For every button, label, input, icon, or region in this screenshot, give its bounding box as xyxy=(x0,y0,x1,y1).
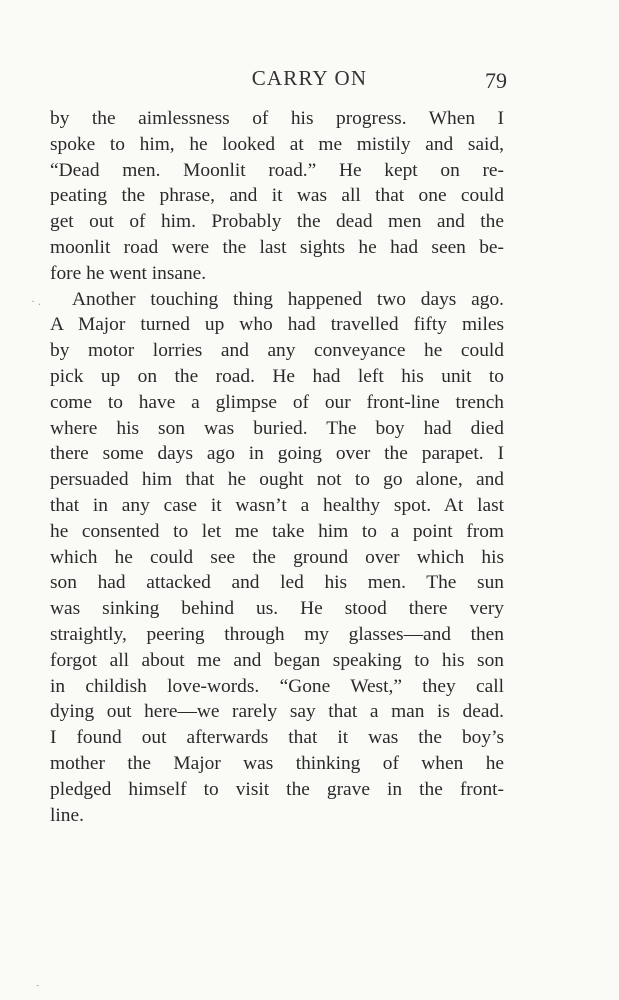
text-line: spoke to him, he looked at me mistily and said, xyxy=(50,133,504,155)
text-line: he consented to let me take him to a point from xyxy=(50,520,504,542)
text-line: I found out afterwards that it was the boy’s xyxy=(50,727,504,749)
text-line: by motor lorries and any conveyance he could xyxy=(50,340,504,362)
page-number: 79 xyxy=(485,68,507,93)
text-line: A Major turned up who had travelled fifty miles xyxy=(50,314,504,336)
text-line: in childish love-words. “Gone West,” they call xyxy=(50,675,504,697)
text-line: Another touching thing happened two days ago. xyxy=(72,288,504,310)
text-line: son had attacked and led his men. The sun xyxy=(50,572,504,594)
text-line: was sinking behind us. He stood there very xyxy=(50,598,504,620)
text-line: line. xyxy=(50,804,84,826)
text-line: get out of him. Probably the dead men and the xyxy=(50,211,504,233)
text-line: come to have a glimpse of our front-line trench xyxy=(50,391,504,413)
text-line: pledged himself to visit the grave in the front- xyxy=(50,778,504,800)
corner-speck: - xyxy=(36,980,40,991)
text-line: mother the Major was thinking of when he xyxy=(50,752,504,774)
running-title: CARRY ON xyxy=(251,66,368,90)
text-line: persuaded him that he ought not to go alone, and xyxy=(50,469,504,491)
text-line: by the aimlessness of his progress. When I xyxy=(50,108,504,129)
text-line: moonlit road were the last sights he had seen be- xyxy=(50,236,504,258)
text-line: peating the phrase, and it was all that one could xyxy=(50,185,504,207)
text-line: dying out here—we rarely say that a man is dead. xyxy=(50,701,504,723)
body-text xyxy=(50,106,504,828)
text-line: where his son was buried. The boy had died xyxy=(50,417,504,439)
text-line: that in any case it wasn’t a healthy spot. At last xyxy=(50,494,504,516)
margin-speck: · . xyxy=(31,294,41,308)
text-line: “Dead men. Moonlit road.” He kept on re- xyxy=(50,159,504,181)
text-line: pick up on the road. He had left his unit to xyxy=(50,365,504,387)
text-line: fore he went insane. xyxy=(50,262,207,284)
text-line: forgot all about me and began speaking to his son xyxy=(50,649,504,671)
text-line: which he could see the ground over which his xyxy=(50,546,504,568)
text-line: straightly, peering through my glasses—and then xyxy=(50,623,504,645)
text-line: there some days ago in going over the parapet. I xyxy=(50,443,504,465)
running-head xyxy=(0,66,619,96)
